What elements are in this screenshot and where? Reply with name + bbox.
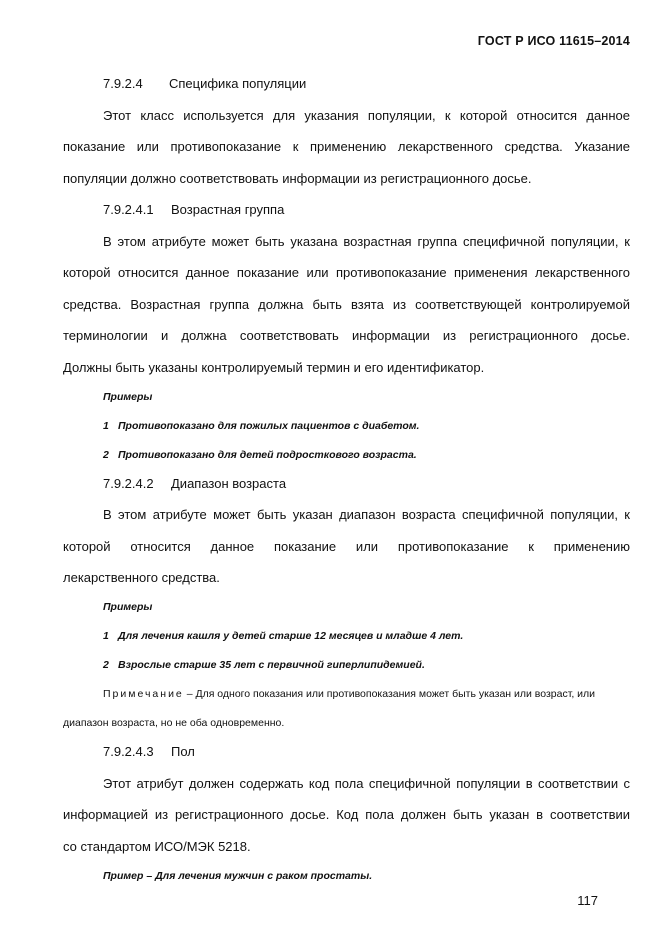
paragraph-line: которой относится данное показание или противопоказание к применению [63, 538, 630, 554]
paragraph-line: информацией из регистрационного досье. Код пола должен быть указан в соответствии [63, 807, 630, 822]
section-title: Диапазон возраста [171, 475, 287, 491]
example-number: 1 [103, 630, 109, 642]
section-heading-7-9-2-4-1 [63, 202, 630, 218]
example-text: Противопоказано для детей подросткового возраста. [118, 448, 417, 461]
note-label: Примечание [103, 688, 184, 700]
section-title: Возрастная группа [171, 202, 285, 217]
section-number: 7.9.2.4.3 [103, 744, 154, 759]
paragraph-line: которой относится данное показание или противопоказание применения лекарственного [63, 265, 630, 280]
paragraph-line: со стандартом ИСО/МЭК 5218. [63, 838, 251, 854]
example-number: 2 [103, 659, 109, 671]
section-number: 7.9.2.4 [103, 76, 143, 91]
paragraph-line: Этот класс используется для указания популяции, к которой относится данное [103, 107, 630, 123]
example-number: 1 [103, 419, 109, 432]
section-title: Пол [171, 744, 195, 759]
example-item [63, 657, 630, 673]
note-line: диапазон возраста, но не оба одновременно. [63, 717, 285, 729]
section-heading-7-9-2-4-3 [63, 744, 630, 760]
paragraph-line: лекарственного средства. [63, 570, 220, 585]
section-title: Специфика популяции [169, 76, 307, 91]
section-number: 7.9.2.4.2 [103, 475, 154, 491]
paragraph-line: популяции должно соответствовать информации из регистрационного досье. [63, 170, 532, 186]
paragraph-line: показание или противопоказание к применению лекарственного средства. Указание [63, 139, 630, 154]
page-number: 117 [577, 893, 598, 908]
example-single: Пример – Для лечения мужчин с раком простаты. [103, 869, 373, 882]
section-heading-7-9-2-4-2 [63, 476, 630, 492]
paragraph-line: Этот атрибут должен содержать код пола специфичной популяции в соответствии с [103, 775, 630, 791]
example-text: Для лечения кашля у детей старше 12 месяцев и младше 4 лет. [118, 630, 464, 642]
paragraph-line: В этом атрибуте может быть указана возрастная группа специфичной популяции, к [103, 233, 630, 249]
example-item [63, 628, 630, 644]
paragraph-line: терминологии и должна соответствовать информации из регистрационного досье. [63, 328, 630, 343]
paragraph-line: В этом атрибуте может быть указан диапазон возраста специфичной популяции, к [103, 507, 630, 522]
examples-label: Примеры [103, 390, 153, 403]
example-number: 2 [103, 448, 109, 461]
examples-label: Примеры [103, 601, 153, 613]
note-line [63, 686, 630, 702]
document-body [63, 76, 630, 884]
example-text: Противопоказано для пожилых пациентов с диабетом. [118, 419, 420, 432]
section-heading-7-9-2-4 [63, 76, 630, 92]
example-text: Взрослые старше 35 лет с первичной гиперлипидемией. [118, 659, 425, 671]
example-item [63, 418, 630, 434]
paragraph-line: средства. Возрастная группа должна быть взята из соответствующей контролируемой [63, 296, 630, 312]
note-text: – Для одного показания или противопоказания может быть указан или возраст, или [183, 688, 596, 700]
example-item [63, 447, 630, 463]
section-number: 7.9.2.4.1 [103, 202, 154, 217]
document-header: ГОСТ Р ИСО 11615–2014 [477, 34, 630, 48]
paragraph-line: Должны быть указаны контролируемый термин и его идентификатор. [63, 359, 485, 375]
